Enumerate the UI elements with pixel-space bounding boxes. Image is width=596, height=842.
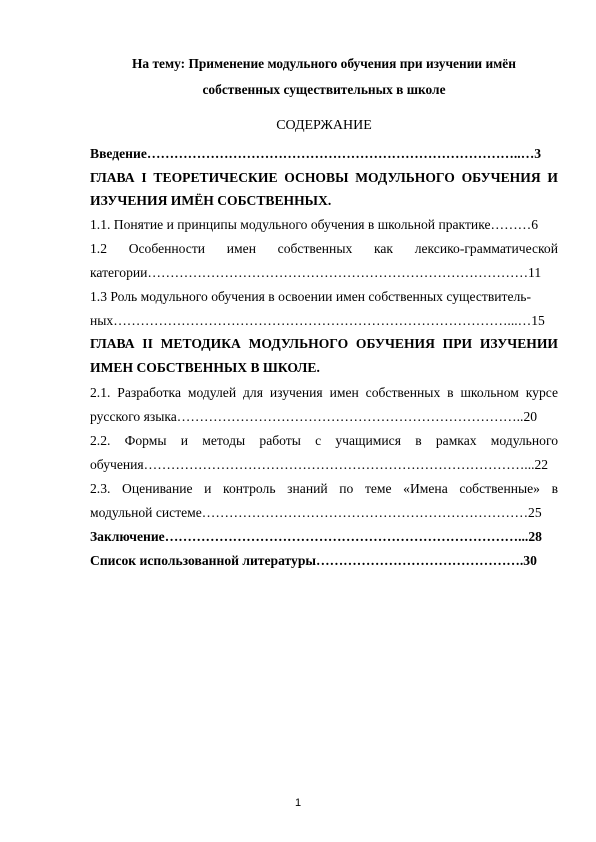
toc-conclusion: Заключение……………………………………………………………………...28: [90, 529, 542, 544]
toc-section-2-3-cont: модульной системе………………………………………………………………25: [90, 505, 542, 520]
toc-section-2-1: 2.1. Разработка модулей для изучения имен собственных в школьном курсе: [90, 385, 558, 400]
toc-section-1-1: 1.1. Понятие и принципы модульного обучения в школьной практике………6: [90, 217, 539, 232]
toc-bibliography: Список использованной литературы……………………………………….30: [90, 553, 537, 568]
toc-section-2-1-cont: русского языка…………………………………………………………………..20: [90, 409, 538, 424]
toc-section-2-3: 2.3. Оценивание и контроль знаний по теме «Имена собственные» в: [90, 481, 558, 496]
toc-section-1-3-cont: ных……………………………………………………………………………...…15: [90, 313, 545, 328]
contents-heading: СОДЕРЖАНИЕ: [276, 118, 372, 133]
toc-chapter-2-title: ГЛАВА II МЕТОДИКА МОДУЛЬНОГО ОБУЧЕНИЯ ПРИ ИЗУЧЕНИИ: [90, 336, 558, 351]
toc-chapter-2-title-cont: ИМЕН СОБСТВЕННЫХ В ШКОЛЕ.: [90, 360, 320, 375]
document-title-line-2: собственных существительных в школе: [202, 82, 446, 97]
toc-section-2-2: 2.2. Формы и методы работы с учащимися в рамках модульного: [90, 433, 558, 448]
document-title-line-1: На тему: Применение модульного обучения при изучении имён: [132, 56, 516, 71]
toc-section-1-2-cont: категории…………………………………………………………………………11: [90, 265, 542, 280]
toc-section-1-2: 1.2 Особенности имен собственных как лексико-грамматической: [90, 241, 558, 256]
toc-chapter-1-title-cont: ИЗУЧЕНИЯ ИМЁН СОБСТВЕННЫХ.: [90, 193, 332, 208]
page-number: 1: [294, 797, 302, 809]
toc-section-1-3: 1.3 Роль модульного обучения в освоении имен собственных существитель-: [90, 289, 532, 304]
toc-introduction: Введение………………………………………………………………………..…3: [90, 146, 542, 161]
toc-chapter-1-title: ГЛАВА I ТЕОРЕТИЧЕСКИЕ ОСНОВЫ МОДУЛЬНОГО ОБУЧЕНИЯ И: [90, 170, 558, 185]
toc-section-2-2-cont: обучения…………………………………………………………………………...22: [90, 457, 549, 472]
